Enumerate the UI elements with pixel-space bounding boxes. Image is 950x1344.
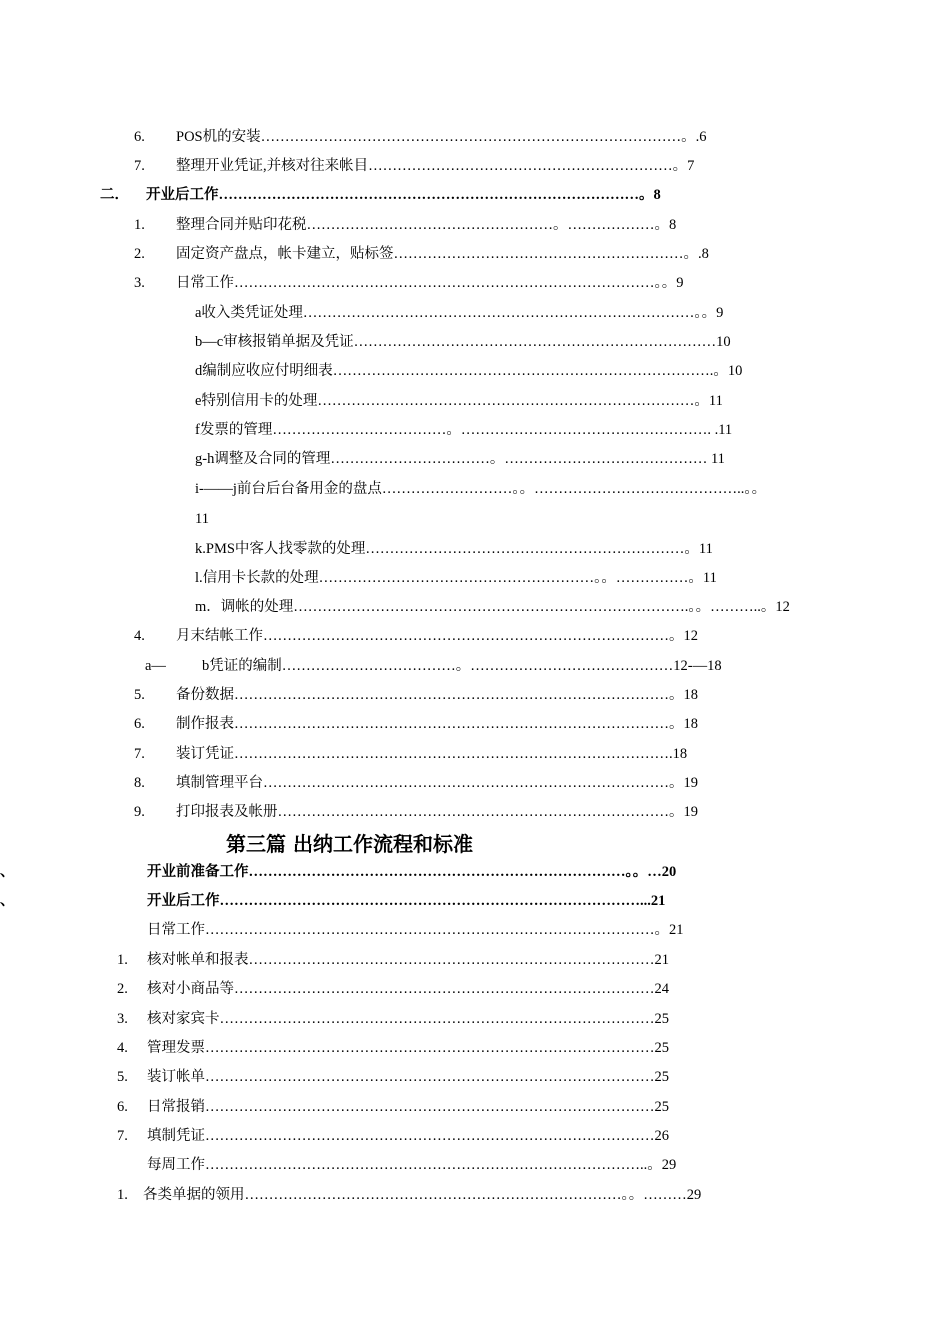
toc-text: d编制应收应付明细表…………………………………………………………………….。10 (195, 363, 743, 379)
toc-text: 整理合同并贴印花税……………………………………………。………………。8 (176, 217, 677, 233)
toc-number: 1. (117, 1187, 128, 1203)
toc-text: POS机的安装……………………………………………………………………………。.6 (176, 129, 707, 145)
toc-text: 核对小商品等……………………………………………………………………………24 (147, 981, 669, 997)
toc-text: 各类单据的领用……………………………………………………………………。。………29 (143, 1187, 702, 1203)
toc-text: 日常工作…………………………………………………………………………………。21 (147, 922, 684, 938)
toc-number: 5. (134, 687, 145, 703)
toc-number: 5. (117, 1069, 128, 1085)
toc-text: 填制管理平台…………………………………………………………………………。19 (176, 775, 698, 791)
part-heading: 第三篇 出纳工作流程和标准 (226, 832, 473, 856)
toc-text: l.信用卡长款的处理…………………………………………………。。……………。11 (195, 570, 717, 586)
toc-number: 二． (100, 187, 129, 203)
toc-text: 管理发票…………………………………………………………………………………25 (147, 1040, 669, 1056)
toc-text: 核对帐单和报表…………………………………………………………………………21 (147, 952, 669, 968)
toc-text: e特别信用卡的处理……………………………………………………………………。11 (195, 393, 723, 409)
toc-text: 每周工作………………………………………………………………………………..。29 (147, 1157, 677, 1173)
toc-text: b—c审核报销单据及凭证…………………………………………………………………10 (195, 334, 731, 350)
toc-text: f发票的管理………………………………。……………………………………………. .11 (195, 422, 733, 438)
toc-text: a收入类凭证处理………………………………………………………………………。。9 (195, 305, 724, 321)
toc-text: 日常工作……………………………………………………………………………。。9 (176, 275, 684, 291)
toc-text: b凭证的编制………………………………。……………………………………12-—18 (202, 658, 722, 674)
toc-text: 核对家宾卡………………………………………………………………………………25 (147, 1011, 669, 1027)
toc-number: 、 (0, 893, 15, 909)
toc-text: 装订凭证……………………………………………………………………………….18 (176, 746, 688, 762)
toc-text: 备份数据………………………………………………………………………………。18 (176, 687, 698, 703)
toc-text: 开业后工作……………………………………………………………………………...21 (147, 893, 666, 909)
toc-number: 6. (134, 129, 145, 145)
toc-text: 日常报销…………………………………………………………………………………25 (147, 1099, 669, 1115)
toc-text: 11 (195, 511, 209, 527)
toc-number: 4. (117, 1040, 128, 1056)
toc-number: 2. (117, 981, 128, 997)
toc-text: k.PMS中客人找零款的处理…………………………………………………………。11 (195, 541, 713, 557)
toc-number: 7. (117, 1128, 128, 1144)
toc-number: 7. (134, 746, 145, 762)
toc-number: 2. (134, 246, 145, 262)
toc-text: 制作报表………………………………………………………………………………。18 (176, 716, 698, 732)
toc-text: g-h调整及合同的管理……………………………。…………………………………… 11 (195, 451, 725, 467)
toc-text: 装订帐单…………………………………………………………………………………25 (147, 1069, 669, 1085)
toc-number: 8. (134, 775, 145, 791)
toc-text: 开业前准备工作……………………………………………………………………。。…20 (147, 864, 677, 880)
toc-text: m．调帐的处理……………………………………………………………………….。。………..。12 (195, 599, 790, 615)
toc-text: 填制凭证…………………………………………………………………………………26 (147, 1128, 669, 1144)
toc-number: 1. (134, 217, 145, 233)
toc-number: 7. (134, 158, 145, 174)
toc-text: 固定资产盘点，帐卡建立，贴标签……………………………………………………。.8 (176, 246, 709, 262)
toc-number: 6. (134, 716, 145, 732)
toc-text: i-——j前台后台备用金的盘点………………………。。……………………………………..。。 (195, 481, 767, 497)
toc-text: 整理开业凭证,并核对往来帐目………………………………………………………。7 (176, 158, 695, 174)
toc-number: 、 (0, 864, 15, 880)
toc-number: 4. (134, 628, 145, 644)
toc-text: 月末结帐工作…………………………………………………………………………。12 (176, 628, 698, 644)
toc-number: 6. (117, 1099, 128, 1115)
toc-number: 3. (117, 1011, 128, 1027)
toc-number: a— (145, 658, 166, 674)
toc-text: 打印报表及帐册………………………………………………………………………。19 (176, 804, 698, 820)
toc-number: 9. (134, 804, 145, 820)
toc-number: 3. (134, 275, 145, 291)
toc-number: 1. (117, 952, 128, 968)
toc-text: 开业后工作……………………………………………………………………………。8 (146, 187, 661, 203)
